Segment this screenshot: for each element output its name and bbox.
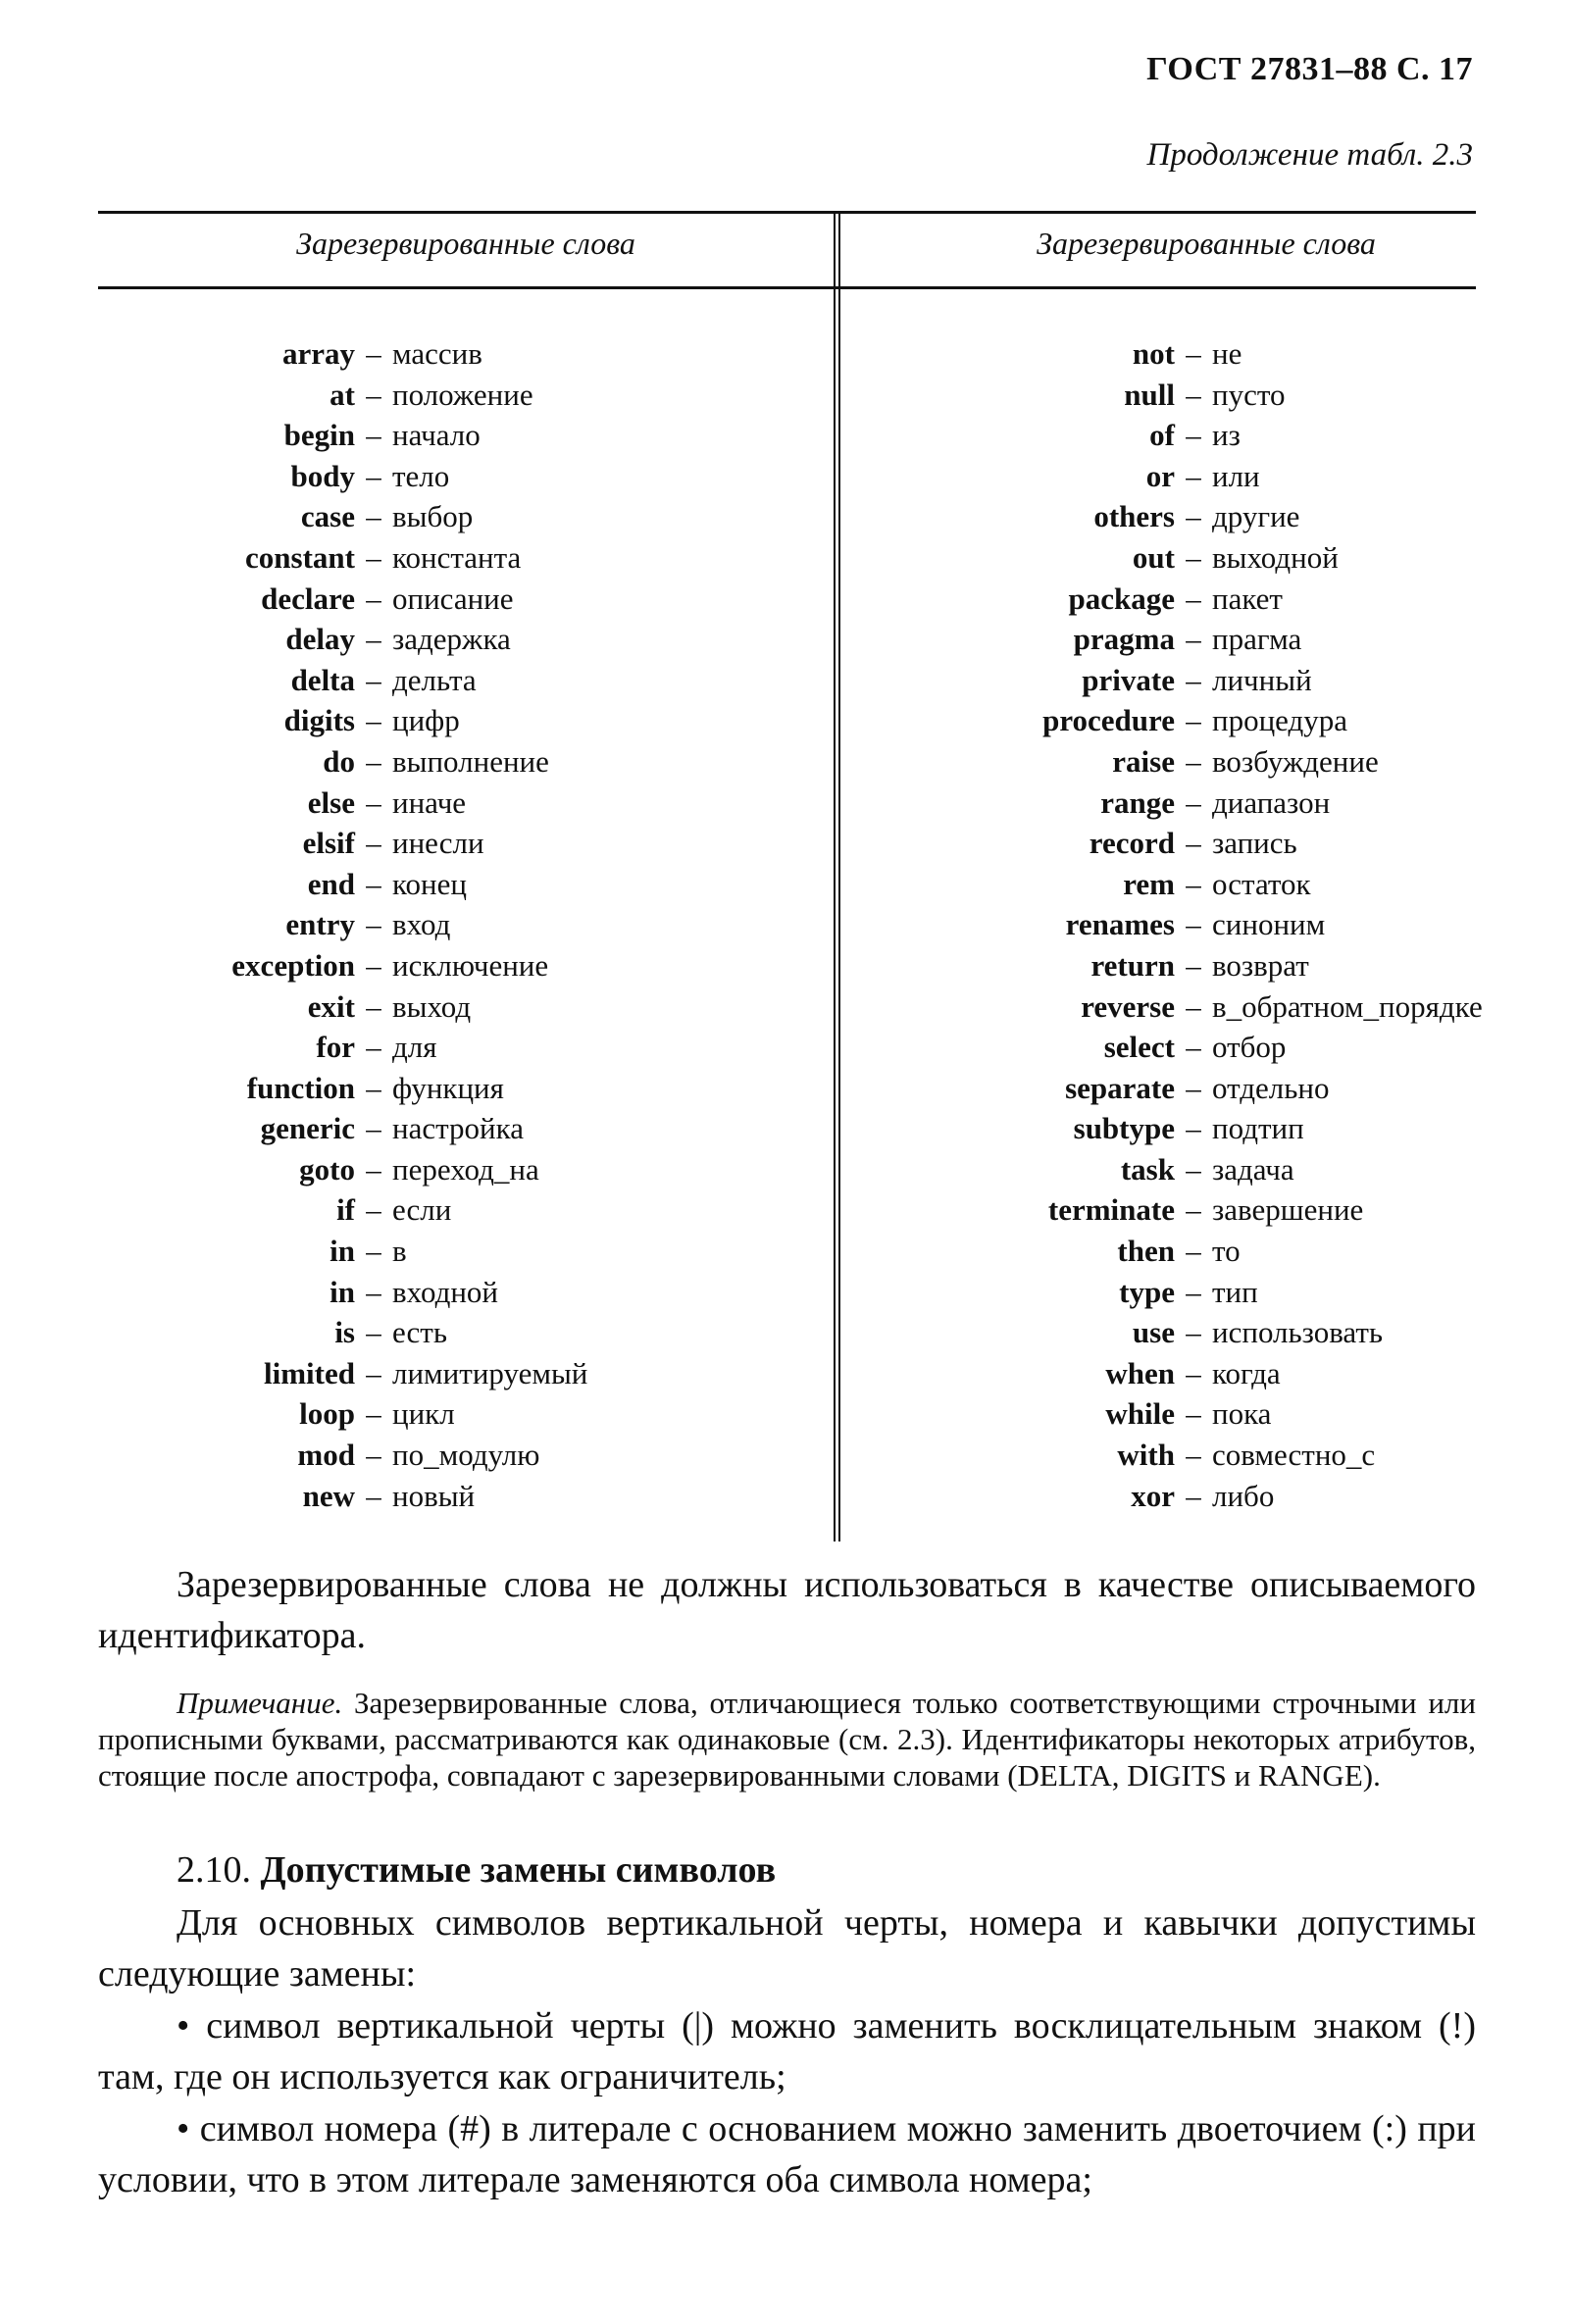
keyword-translation: пакет xyxy=(1212,581,1283,616)
keyword-translation: если xyxy=(392,1192,452,1228)
keyword-translation: функция xyxy=(392,1070,504,1105)
keyword-translation: описание xyxy=(392,581,514,616)
reserved-keyword: while xyxy=(1105,1396,1175,1432)
reserved-keyword: rem xyxy=(1123,866,1175,901)
table-header-rule xyxy=(98,286,1476,289)
reserved-keyword: task xyxy=(1120,1151,1175,1187)
bullet-vertical-bar: • символ вертикальной черты (|) можно заменить восклицательным знаком (!) там, где он используется как ограничитель; xyxy=(98,2005,1476,2097)
reserved-word-row xyxy=(838,823,1483,864)
dash-separator: – xyxy=(366,458,381,493)
reserved-keyword: procedure xyxy=(1042,703,1175,738)
dash-separator: – xyxy=(366,784,381,820)
reserved-word-row xyxy=(838,1312,1483,1353)
dash-separator: – xyxy=(366,866,381,901)
dash-separator: – xyxy=(1186,1396,1201,1432)
reserved-keyword: exit xyxy=(307,988,355,1024)
reserved-word-row xyxy=(838,1272,1483,1313)
keyword-translation: новый xyxy=(392,1478,476,1513)
reserved-keyword: array xyxy=(281,336,355,371)
keyword-translation: задача xyxy=(1212,1151,1294,1187)
reserved-word-row xyxy=(838,945,1483,986)
dash-separator: – xyxy=(1186,458,1201,493)
dash-separator: – xyxy=(366,1070,381,1105)
dash-separator: – xyxy=(366,418,381,453)
keyword-translation: начало xyxy=(392,418,481,453)
note-label: Примечание. xyxy=(177,1686,343,1720)
reserved-word-row xyxy=(98,823,587,864)
keyword-translation: личный xyxy=(1212,662,1312,697)
reserved-keyword: null xyxy=(1124,377,1175,412)
reserved-keyword: limited xyxy=(264,1355,355,1390)
keyword-translation: иначе xyxy=(392,784,467,820)
dash-separator: – xyxy=(1186,1151,1201,1187)
reserved-word-row xyxy=(98,660,587,701)
reserved-keyword: select xyxy=(1103,1030,1175,1065)
reserved-keyword: function xyxy=(246,1070,355,1105)
reserved-word-row xyxy=(98,1189,587,1231)
keyword-translation: в xyxy=(392,1234,407,1269)
dash-separator: – xyxy=(1186,1070,1201,1105)
keyword-translation: диапазон xyxy=(1212,784,1331,820)
section-heading xyxy=(177,1848,776,1892)
reserved-keyword: entry xyxy=(285,907,355,942)
reserved-word-row xyxy=(838,700,1483,741)
reserved-keyword: separate xyxy=(1065,1070,1175,1105)
reserved-word-row xyxy=(98,700,587,741)
reserved-word-row xyxy=(98,1353,587,1394)
keyword-translation: по_модулю xyxy=(392,1438,540,1473)
reserved-keyword: of xyxy=(1149,418,1175,453)
dash-separator: – xyxy=(1186,499,1201,534)
keyword-translation: инесли xyxy=(392,826,484,861)
dash-separator: – xyxy=(1186,1274,1201,1309)
reserved-word-row xyxy=(838,456,1483,497)
section-number: 2.10. xyxy=(177,1849,261,1891)
keyword-translation: подтип xyxy=(1212,1111,1304,1146)
keyword-translation: для xyxy=(392,1030,437,1065)
dash-separator: – xyxy=(366,1438,381,1473)
reserved-word-row xyxy=(98,1108,587,1149)
keyword-translation: тип xyxy=(1212,1274,1258,1309)
reserved-keyword: loop xyxy=(299,1396,355,1432)
reserved-word-row xyxy=(838,986,1483,1028)
keyword-translation: пусто xyxy=(1212,377,1286,412)
reserved-keyword: body xyxy=(290,458,355,493)
dash-separator: – xyxy=(1186,662,1201,697)
reserved-word-row xyxy=(98,579,587,620)
reserved-word-row xyxy=(838,1435,1483,1476)
reserved-words-list-left xyxy=(98,333,587,1516)
dash-separator: – xyxy=(1186,1111,1201,1146)
dash-separator: – xyxy=(366,1111,381,1146)
reserved-word-row xyxy=(98,1393,587,1435)
dash-separator: – xyxy=(366,826,381,861)
keyword-translation: лимитируемый xyxy=(392,1355,588,1390)
keyword-translation: выполнение xyxy=(392,743,549,779)
reserved-keyword: out xyxy=(1132,539,1175,575)
dash-separator: – xyxy=(1186,703,1201,738)
dash-separator: – xyxy=(366,1030,381,1065)
reserved-keyword: private xyxy=(1082,662,1175,697)
keyword-translation: совместно_с xyxy=(1212,1438,1376,1473)
reserved-word-row xyxy=(98,1068,587,1109)
column-header-left: Зарезервированные слова xyxy=(296,226,635,261)
dash-separator: – xyxy=(366,947,381,983)
reserved-keyword: with xyxy=(1117,1438,1175,1473)
keyword-translation: синоним xyxy=(1212,907,1326,942)
dash-separator: – xyxy=(366,1315,381,1350)
keyword-translation: отдельно xyxy=(1212,1070,1330,1105)
reserved-keyword: not xyxy=(1132,336,1175,371)
reserved-word-row xyxy=(838,1027,1483,1068)
dash-separator: – xyxy=(1186,1030,1201,1065)
keyword-translation: константа xyxy=(392,539,522,575)
reserved-word-row xyxy=(98,783,587,824)
dash-separator: – xyxy=(1186,622,1201,657)
keyword-translation: вход xyxy=(392,907,451,942)
dash-separator: – xyxy=(366,1478,381,1513)
keyword-translation: запись xyxy=(1212,826,1297,861)
dash-separator: – xyxy=(366,336,381,371)
reserved-keyword: reverse xyxy=(1081,988,1175,1024)
reserved-word-row xyxy=(98,456,587,497)
reserved-word-row xyxy=(98,333,587,375)
dash-separator: – xyxy=(1186,1234,1201,1269)
dash-separator: – xyxy=(366,539,381,575)
reserved-keyword: others xyxy=(1093,499,1175,534)
keyword-translation: когда xyxy=(1212,1355,1281,1390)
reserved-keyword: declare xyxy=(261,581,355,616)
dash-separator: – xyxy=(1186,1478,1201,1513)
reserved-keyword: case xyxy=(300,499,355,534)
reserved-word-row xyxy=(98,1149,587,1190)
keyword-translation: в_обратном_порядке xyxy=(1212,988,1483,1024)
reserved-word-row xyxy=(838,1231,1483,1272)
dash-separator: – xyxy=(366,743,381,779)
reserved-word-row xyxy=(98,864,587,905)
keyword-translation: выход xyxy=(392,988,472,1024)
section-title: Допустимые замены символов xyxy=(260,1849,777,1891)
reserved-keyword: begin xyxy=(283,418,355,453)
reserved-word-row xyxy=(98,537,587,579)
keyword-translation: цикл xyxy=(392,1396,455,1432)
table-top-rule xyxy=(98,211,1476,214)
keyword-translation: либо xyxy=(1212,1478,1275,1513)
reserved-keyword: return xyxy=(1090,947,1175,983)
dash-separator: – xyxy=(366,377,381,412)
keyword-translation: остаток xyxy=(1212,866,1311,901)
reserved-word-row xyxy=(838,1393,1483,1435)
keyword-translation: возбуждение xyxy=(1212,743,1379,779)
keyword-translation: использовать xyxy=(1212,1315,1384,1350)
keyword-translation: из xyxy=(1212,418,1241,453)
dash-separator: – xyxy=(366,703,381,738)
reserved-words-list-right xyxy=(838,333,1483,1516)
dash-separator: – xyxy=(366,1274,381,1309)
reserved-word-row xyxy=(838,864,1483,905)
reserved-keyword: use xyxy=(1132,1315,1175,1350)
reserved-keyword: for xyxy=(316,1030,355,1065)
reserved-keyword: or xyxy=(1145,458,1175,493)
reserved-word-row xyxy=(98,904,587,945)
keyword-translation: возврат xyxy=(1212,947,1309,983)
reserved-word-row xyxy=(98,375,587,416)
keyword-translation: есть xyxy=(392,1315,447,1350)
reserved-word-row xyxy=(98,415,587,456)
dash-separator: – xyxy=(1186,377,1201,412)
keyword-translation: процедура xyxy=(1212,703,1348,738)
reserved-word-row xyxy=(838,1353,1483,1394)
bullet-number-sign: • символ номера (#) в литерале с основанием можно заменить двоеточием (:) при условии, что в этом литерале заменяются оба символа номера; xyxy=(98,2108,1476,2200)
dash-separator: – xyxy=(366,1396,381,1432)
dash-separator: – xyxy=(1186,1438,1201,1473)
reserved-word-row xyxy=(838,1189,1483,1231)
reserved-keyword: at xyxy=(329,377,355,412)
page-header: ГОСТ 27831–88 С. 17 xyxy=(1146,51,1473,87)
reserved-word-row xyxy=(98,986,587,1028)
dash-separator: – xyxy=(1186,336,1201,371)
reserved-keyword: xor xyxy=(1131,1478,1175,1513)
reserved-keyword: constant xyxy=(245,539,355,575)
keyword-translation: цифр xyxy=(392,703,460,738)
reserved-keyword: raise xyxy=(1112,743,1175,779)
keyword-translation: пока xyxy=(1212,1396,1272,1432)
reserved-word-row xyxy=(838,375,1483,416)
reserved-keyword: goto xyxy=(299,1151,355,1187)
dash-separator: – xyxy=(1186,947,1201,983)
reserved-keyword: mod xyxy=(297,1438,355,1473)
substitutions-intro-paragraph: Для основных символов вертикальной черты, номера и кавычки допустимы следующие замены: xyxy=(98,1902,1476,1995)
keyword-translation: настройка xyxy=(392,1111,524,1146)
reserved-keyword: exception xyxy=(231,947,355,983)
dash-separator: – xyxy=(1186,826,1201,861)
keyword-translation: отбор xyxy=(1212,1030,1287,1065)
reserved-word-row xyxy=(98,619,587,660)
reserved-keyword: terminate xyxy=(1047,1192,1175,1228)
reserved-word-row xyxy=(98,1231,587,1272)
note-text: Зарезервированные слова, отличающиеся только соответствующими строчными или прописными буквами, рассматриваются как одинаковые (см. 2.3). Идентификаторы некоторых атрибутов, стоящие после апострофа, совпадают с зарезервированными словами (DELTA, DIGITS и RANGE). xyxy=(98,1686,1476,1793)
reserved-word-row xyxy=(838,1108,1483,1149)
dash-separator: – xyxy=(1186,1315,1201,1350)
reserved-keyword: range xyxy=(1100,784,1175,820)
keyword-translation: конец xyxy=(392,866,467,901)
keyword-translation: прагма xyxy=(1212,622,1302,657)
dash-separator: – xyxy=(1186,418,1201,453)
dash-separator: – xyxy=(366,1151,381,1187)
reserved-word-row xyxy=(98,741,587,783)
reserved-keyword: if xyxy=(336,1192,355,1228)
reserved-keyword: do xyxy=(323,743,355,779)
reserved-word-row xyxy=(838,1149,1483,1190)
keyword-translation: или xyxy=(1212,458,1260,493)
dash-separator: – xyxy=(366,662,381,697)
dash-separator: – xyxy=(1186,784,1201,820)
reserved-word-row xyxy=(98,1312,587,1353)
reserved-keyword: digits xyxy=(283,703,355,738)
reserved-word-row xyxy=(838,333,1483,375)
reserved-word-row xyxy=(838,741,1483,783)
dash-separator: – xyxy=(366,622,381,657)
reserved-word-row xyxy=(98,945,587,986)
dash-separator: – xyxy=(366,1234,381,1269)
reserved-word-row xyxy=(98,1272,587,1313)
keyword-translation: положение xyxy=(392,377,533,412)
reserved-word-row xyxy=(838,415,1483,456)
reserved-word-row xyxy=(98,496,587,537)
reserved-keyword: in xyxy=(329,1274,355,1309)
reserved-keyword: new xyxy=(302,1478,355,1513)
keyword-translation: дельта xyxy=(392,662,477,697)
reserved-word-row xyxy=(838,783,1483,824)
reserved-word-row xyxy=(838,579,1483,620)
dash-separator: – xyxy=(1186,1192,1201,1228)
dash-separator: – xyxy=(366,988,381,1024)
dash-separator: – xyxy=(366,907,381,942)
keyword-translation: задержка xyxy=(392,622,511,657)
dash-separator: – xyxy=(1186,581,1201,616)
keyword-translation: выбор xyxy=(392,499,474,534)
keyword-translation: исключение xyxy=(392,947,549,983)
note-paragraph xyxy=(98,1685,1476,1794)
reserved-words-paragraph: Зарезервированные слова не должны использоваться в качестве описываемого идентификатора. xyxy=(98,1564,1476,1656)
reserved-words-table xyxy=(98,211,1483,1541)
reserved-keyword: record xyxy=(1089,826,1175,861)
keyword-translation: то xyxy=(1212,1234,1241,1269)
dash-separator: – xyxy=(1186,988,1201,1024)
table-continuation-label: Продолжение табл. 2.3 xyxy=(1146,137,1473,173)
dash-separator: – xyxy=(1186,1355,1201,1390)
reserved-keyword: delta xyxy=(290,662,355,697)
keyword-translation: входной xyxy=(392,1274,499,1309)
dash-separator: – xyxy=(366,499,381,534)
reserved-keyword: subtype xyxy=(1073,1111,1175,1146)
reserved-keyword: package xyxy=(1068,581,1175,616)
column-header-right: Зарезервированные слова xyxy=(1037,226,1376,261)
reserved-keyword: pragma xyxy=(1073,622,1175,657)
reserved-word-row xyxy=(838,1068,1483,1109)
dash-separator: – xyxy=(1186,907,1201,942)
reserved-keyword: generic xyxy=(260,1111,355,1146)
keyword-translation: переход_на xyxy=(392,1151,539,1187)
dash-separator: – xyxy=(1186,866,1201,901)
reserved-word-row xyxy=(838,904,1483,945)
reserved-word-row xyxy=(98,1476,587,1517)
dash-separator: – xyxy=(366,581,381,616)
keyword-translation: массив xyxy=(392,336,482,371)
keyword-translation: не xyxy=(1212,336,1242,371)
reserved-word-row xyxy=(98,1027,587,1068)
reserved-word-row xyxy=(838,660,1483,701)
reserved-keyword: elsif xyxy=(302,826,355,861)
reserved-keyword: end xyxy=(307,866,355,901)
reserved-word-row xyxy=(838,496,1483,537)
reserved-keyword: delay xyxy=(285,622,355,657)
dash-separator: – xyxy=(1186,743,1201,779)
reserved-keyword: else xyxy=(307,784,355,820)
keyword-translation: завершение xyxy=(1212,1192,1364,1228)
dash-separator: – xyxy=(1186,539,1201,575)
reserved-keyword: when xyxy=(1105,1355,1175,1390)
keyword-translation: другие xyxy=(1212,499,1300,534)
reserved-word-row xyxy=(838,619,1483,660)
keyword-translation: выходной xyxy=(1212,539,1339,575)
reserved-keyword: type xyxy=(1119,1274,1175,1309)
reserved-word-row xyxy=(838,537,1483,579)
reserved-keyword: then xyxy=(1117,1234,1175,1269)
reserved-keyword: is xyxy=(334,1315,355,1350)
reserved-keyword: renames xyxy=(1065,907,1175,942)
reserved-keyword: in xyxy=(329,1234,355,1269)
dash-separator: – xyxy=(366,1192,381,1228)
keyword-translation: тело xyxy=(392,458,450,493)
reserved-word-row xyxy=(838,1476,1483,1517)
dash-separator: – xyxy=(366,1355,381,1390)
reserved-word-row xyxy=(98,1435,587,1476)
